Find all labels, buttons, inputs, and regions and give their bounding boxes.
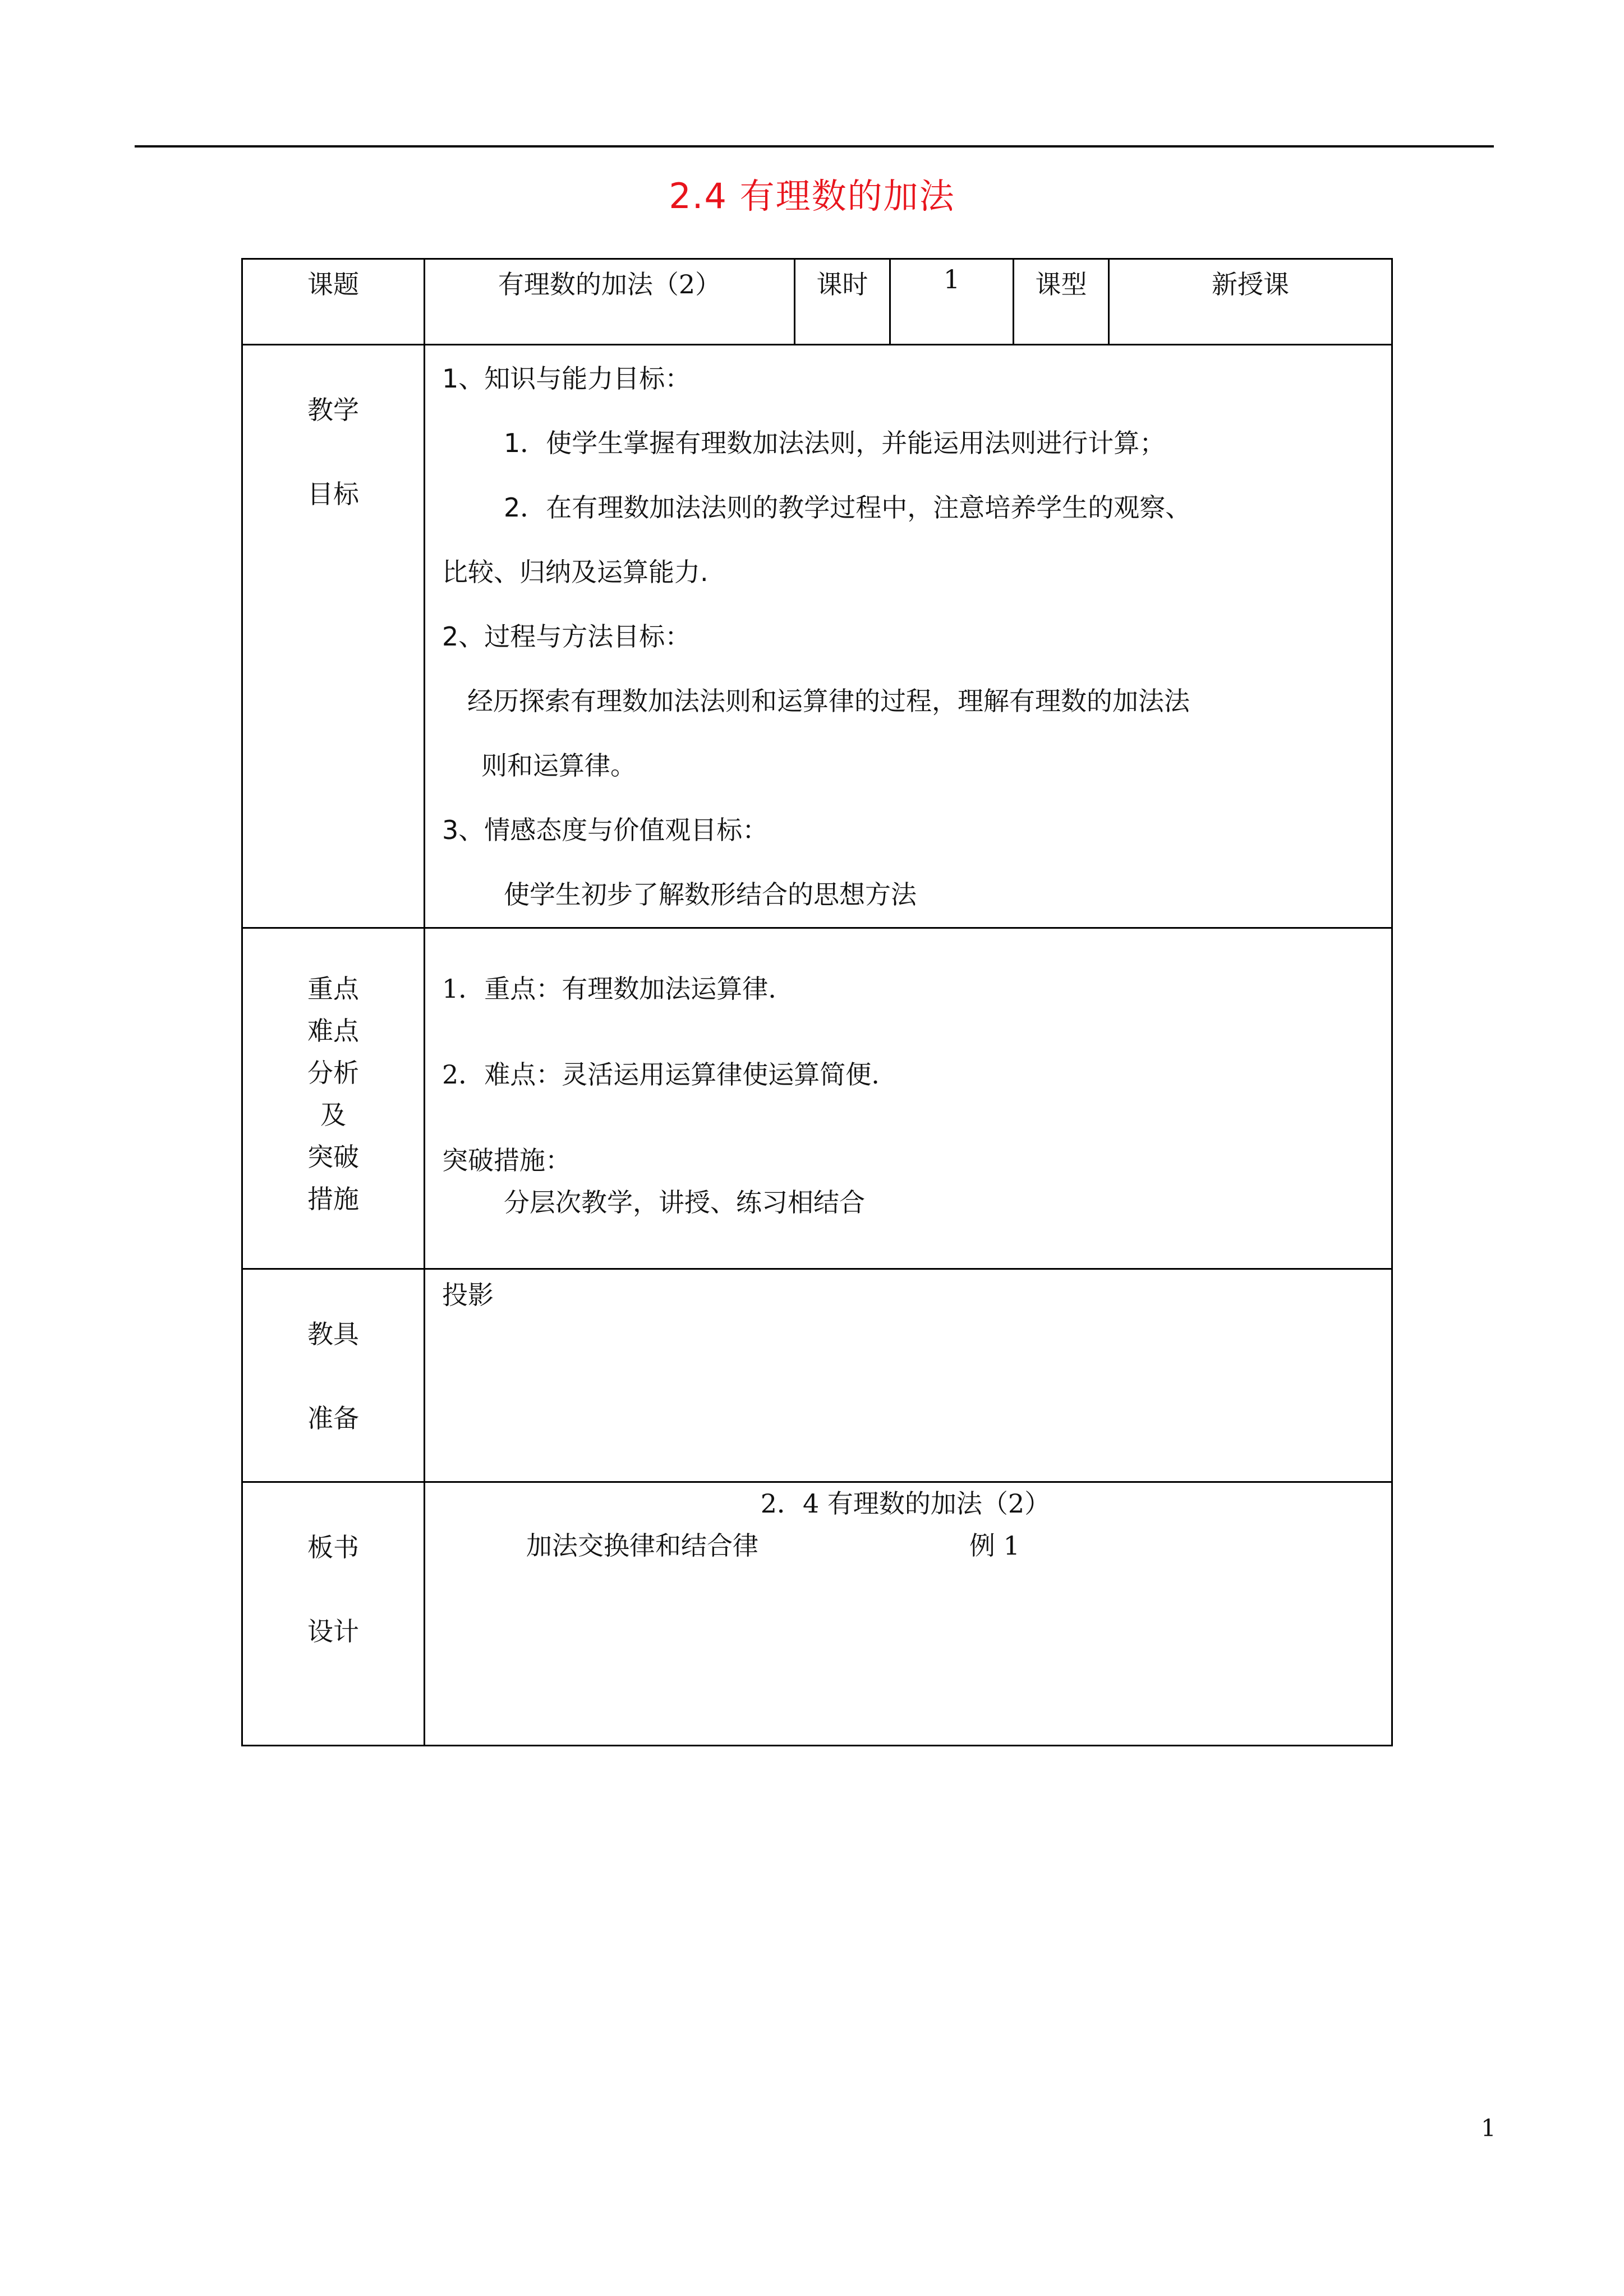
objective-line: 经历探索有理数加法法则和运算律的过程，理解有理数的加法法 [467, 686, 1190, 716]
objective-line: 3、情感态度与价值观目标： [442, 815, 769, 845]
key-points-label-line: 重点 [307, 974, 359, 1004]
lesson-plan-table [241, 258, 1393, 1746]
board-design-label-line1: 板书 [307, 1532, 359, 1562]
period-label-cell [795, 259, 890, 345]
period-label: 课时 [816, 269, 868, 299]
objective-line: 则和运算律。 [481, 750, 636, 781]
board-design-label-line2: 设计 [307, 1616, 359, 1647]
objective-line: 2．在有理数加法法则的教学过程中，注意培养学生的观察、 [504, 492, 1191, 523]
topic-value-cell [425, 259, 795, 345]
board-design-content [425, 1482, 1392, 1746]
header-row [242, 259, 1392, 345]
key-points-label-cell [242, 928, 425, 1269]
measures-text: 分层次教学，讲授、练习相结合 [504, 1187, 865, 1218]
key-points-label-line: 分析 [307, 1058, 359, 1088]
measures-label: 突破措施： [442, 1145, 571, 1175]
type-label: 课型 [1035, 269, 1087, 299]
type-value-cell [1109, 259, 1392, 345]
type-value: 新授课 [1212, 269, 1289, 299]
board-design-label-cell [242, 1482, 425, 1746]
objective-line: 1、知识与能力目标： [442, 363, 691, 394]
key-points-label-line: 及 [320, 1100, 346, 1130]
period-value: 1 [943, 264, 960, 294]
objectives-label-line1: 教学 [307, 395, 359, 425]
objectives-content [425, 345, 1392, 928]
teaching-aids-row [242, 1269, 1392, 1482]
key-points-label-line: 突破 [307, 1142, 359, 1172]
teaching-aids-value: 投影 [442, 1280, 494, 1310]
objective-line: 比较、归纳及运算能力. [442, 557, 709, 587]
objective-line: 使学生初步了解数形结合的思想方法 [504, 879, 917, 910]
teaching-aids-label-line1: 教具 [307, 1319, 359, 1349]
topic-value: 有理数的加法（2） [498, 269, 721, 299]
objective-line: 1．使学生掌握有理数加法法则，并能运用法则进行计算； [504, 428, 1166, 458]
topic-label-cell [242, 259, 425, 345]
objective-line: 2、过程与方法目标： [442, 621, 691, 652]
objectives-row [242, 345, 1392, 928]
key-points-row [242, 928, 1392, 1269]
key-points-label-line: 难点 [307, 1016, 359, 1046]
teaching-aids-content [425, 1269, 1392, 1482]
page-number: 1 [1481, 2114, 1496, 2142]
objectives-label-cell [242, 345, 425, 928]
board-design-right-item: 例 1 [969, 1530, 1020, 1561]
key-points-content [425, 928, 1392, 1269]
topic-label: 课题 [307, 269, 359, 299]
key-points-label-line: 措施 [307, 1184, 359, 1214]
header-rule [135, 145, 1494, 147]
period-value-cell [890, 259, 1014, 345]
focus-point: 1．重点：有理数加法运算律. [442, 974, 776, 1004]
objectives-label-line2: 目标 [307, 479, 359, 509]
teaching-aids-label-line2: 准备 [307, 1403, 359, 1433]
difficulty-point: 2．难点：灵活运用运算律使运算简便. [442, 1059, 880, 1090]
teaching-aids-label-cell [242, 1269, 425, 1482]
document-title: 2.4 有理数的加法 [669, 176, 955, 216]
board-design-left-item: 加法交换律和结合律 [526, 1530, 758, 1561]
board-design-row [242, 1482, 1392, 1746]
board-design-heading: 2．4 有理数的加法（2） [760, 1488, 1051, 1519]
type-label-cell [1014, 259, 1109, 345]
